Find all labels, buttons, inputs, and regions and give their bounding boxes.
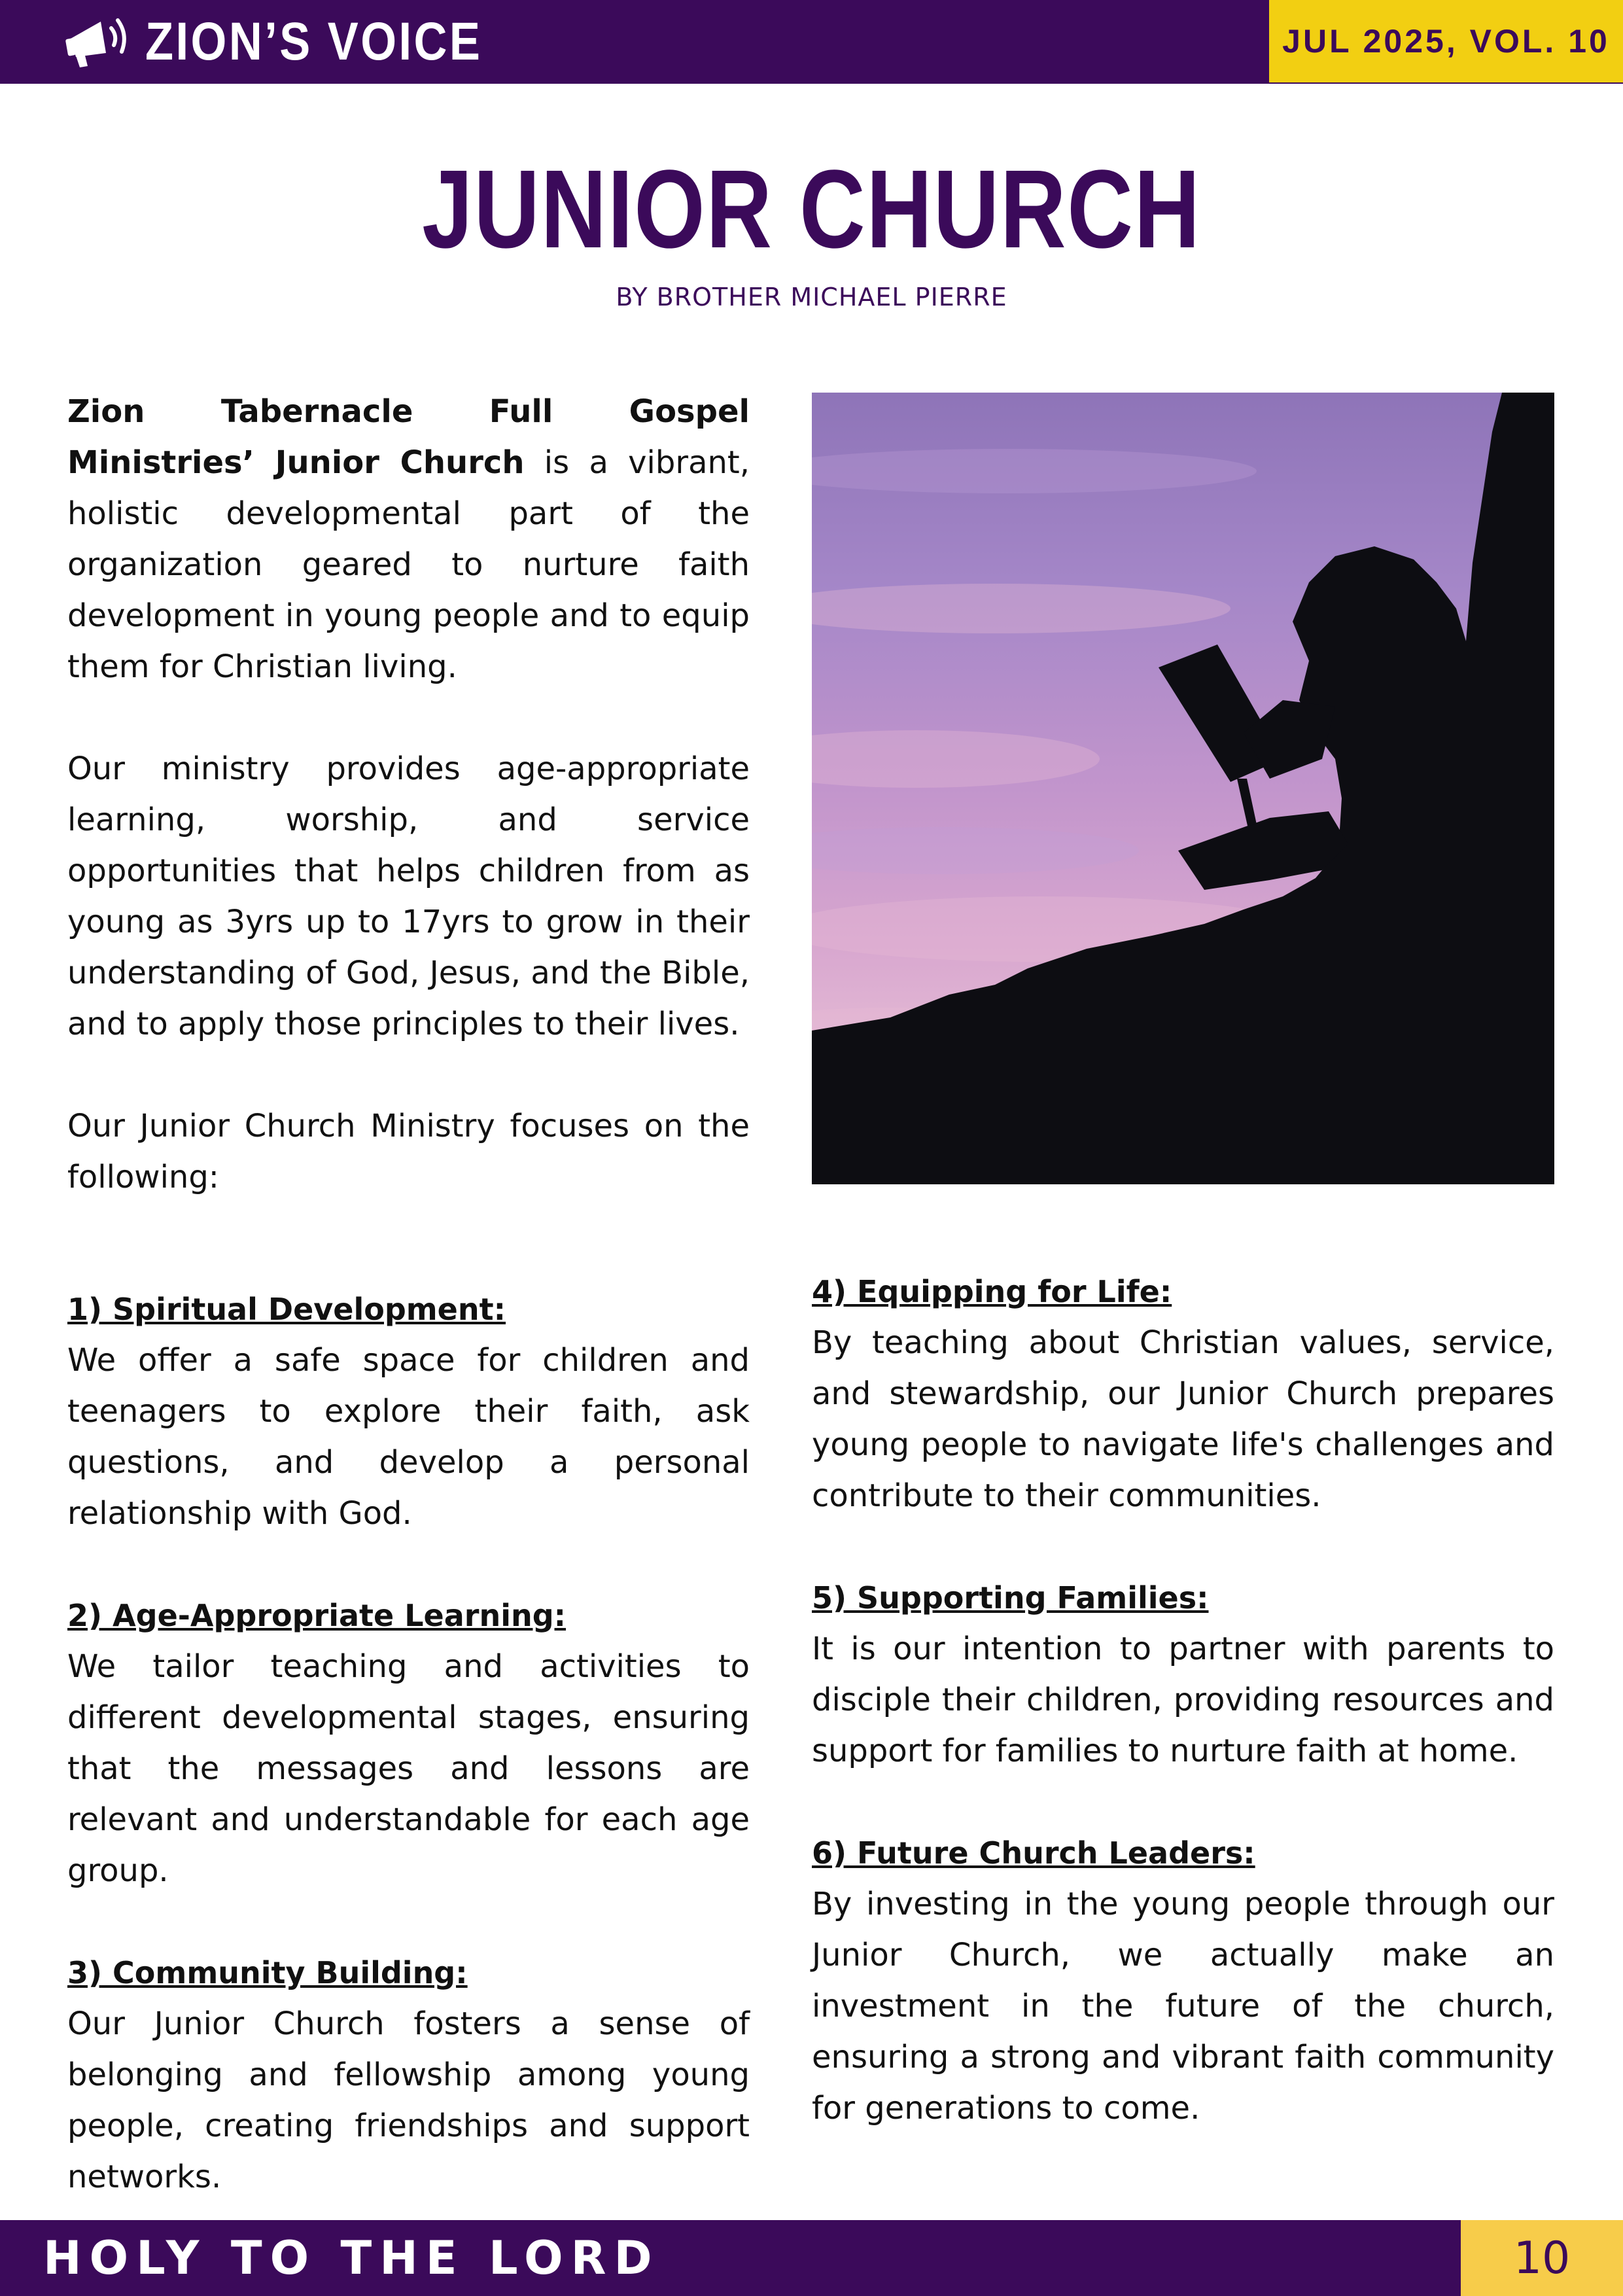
section-heading: 3) Community Building: bbox=[67, 1955, 468, 1990]
issue-badge bbox=[1269, 0, 1623, 82]
issue-label: JUL 2025, VOL. 10 bbox=[1282, 23, 1610, 60]
section-body: We tailor teaching and activities to different developmental stages, ensuring that the messages and lessons are relevant and understandable for each age group. bbox=[67, 1648, 750, 1889]
focus-paragraph: Our Junior Church Ministry focuses on the following: bbox=[67, 1108, 750, 1195]
brand-name: ZION’S VOICE bbox=[145, 12, 483, 71]
right-column bbox=[812, 1266, 1554, 2134]
brand bbox=[65, 9, 537, 75]
section-body: We offer a safe space for children and teenagers to explore their faith, ask questions, and develop a personal relationship with God. bbox=[67, 1342, 750, 1532]
section-heading: 2) Age-Appropriate Learning: bbox=[67, 1598, 567, 1633]
ministry-paragraph: Our ministry provides age-appropriate learning, worship, and service opportunities that helps children from as young as 3yrs up to 17yrs to grow in their understanding of God, Jesus, and the Bible, and to apply those principles to their lives. bbox=[67, 751, 750, 1042]
byline: BY BROTHER MICHAEL PIERRE bbox=[616, 283, 1007, 311]
intro-paragraph bbox=[67, 386, 750, 692]
section-body: By investing in the young people through our Junior Church, we actually make an investment in the future of the church, ensuring a strong and vibrant faith community for generations to come. bbox=[812, 1886, 1554, 2127]
section-heading: 4) Equipping for Life: bbox=[812, 1274, 1172, 1309]
child-reading-photo bbox=[812, 393, 1554, 1184]
intro-bold: Zion Tabernacle Full Gospel Ministries’ Junior Church bbox=[67, 393, 750, 481]
left-column bbox=[67, 386, 750, 2202]
section-heading: 5) Supporting Families: bbox=[812, 1580, 1209, 1616]
section-body: By teaching about Christian values, service, and stewardship, our Junior Church prepares young people to navigate life's challenges and contribute to their communities. bbox=[812, 1324, 1554, 1514]
page-number: 10 bbox=[1513, 2232, 1571, 2284]
masthead-bar bbox=[0, 0, 1623, 84]
intro-text: is a vibrant, holistic developmental part of the organization geared to nurture faith development in young people and to equip them for Christian living. bbox=[67, 444, 750, 685]
page-title: JUNIOR CHURCH bbox=[422, 147, 1201, 272]
footer-motto: HOLY TO THE LORD bbox=[43, 2231, 660, 2285]
section-heading: 6) Future Church Leaders: bbox=[812, 1835, 1255, 1871]
megaphone-icon bbox=[65, 12, 128, 71]
section-body: Our Junior Church fosters a sense of belonging and fellowship among young people, creating friendships and support networks. bbox=[67, 2005, 750, 2195]
page-number-badge bbox=[1461, 2220, 1623, 2296]
section-heading: 1) Spiritual Development: bbox=[67, 1292, 506, 1327]
section-body: It is our intention to partner with parents to disciple their children, providing resources and support for families to nurture faith at home. bbox=[812, 1631, 1554, 1769]
